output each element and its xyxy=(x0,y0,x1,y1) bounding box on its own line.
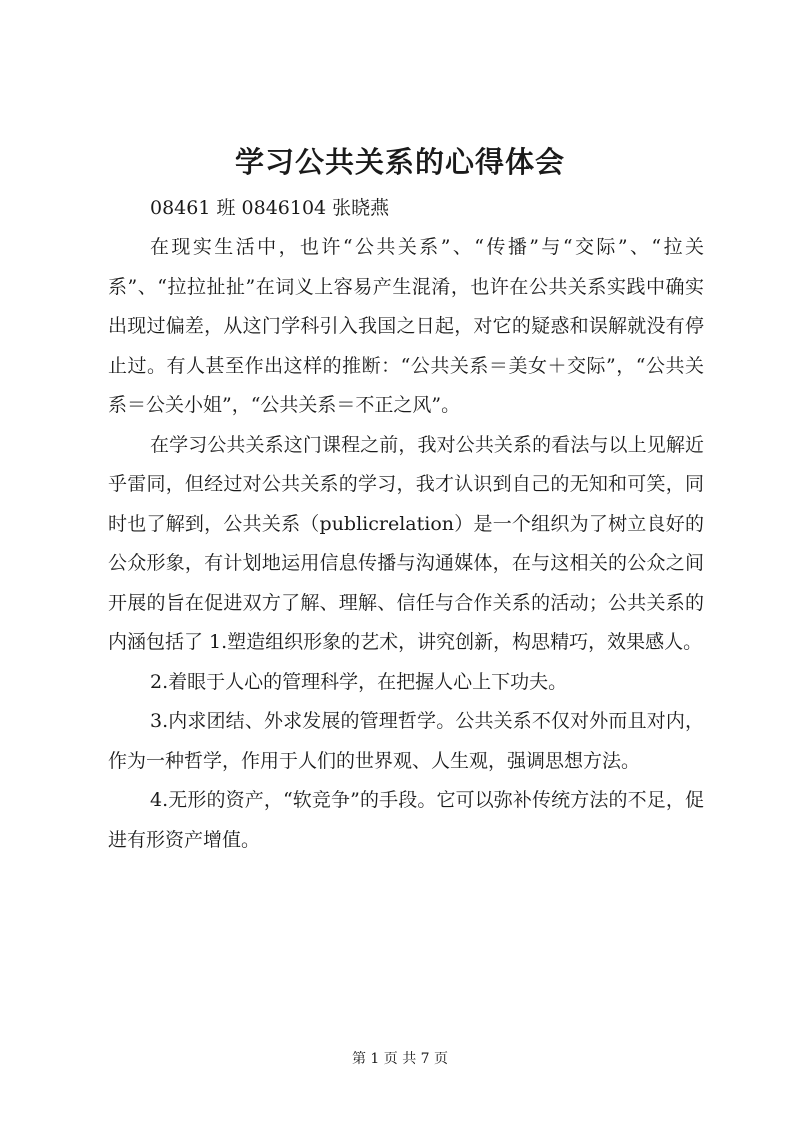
document-title: 学习公共关系的心得体会 xyxy=(234,145,565,179)
author-line: 08461 班 0846104 张晓燕 xyxy=(150,197,390,219)
paragraph-2: 在学习公共关系这门课程之前，我对公共关系的看法与以上见解近乎雷同，但经过对公共关系的学习，我才认识到自己的无知和可笑，同时也了解到，公共关系（publicrelation）是一个组织为了树立良好的公众形象，有计划地运用信息传播与沟通媒体，在与这相关的公众之间开展的旨在促进双方了解、理解、信任与合作关系的活动；公共关系的内涵包括了 1.塑造组织形象的艺术，讲究创新，构思精巧，效果感人。 xyxy=(108,433,704,653)
paragraph-1: 在现实生活中，也许“公共关系”、“传播”与“交际”、“拉关系”、“拉拉扯扯”在词义上容易产生混淆，也许在公共关系实践中确实出现过偏差，从这门学科引入我国之日起，对它的疑惑和误解就没有停止过。有人甚至作出这样的推断：“公共关系＝美女＋交际”，“公共关系＝公关小姐”，“公共关系＝不正之风”。 xyxy=(108,236,704,416)
paragraph-4: 3.内求团结、外求发展的管理哲学。公共关系不仅对外而且对内，作为一种哲学，作用于人们的世界观、人生观，强调思想方法。 xyxy=(108,710,704,772)
page-footer: 第 1 页 共 7 页 xyxy=(351,1051,449,1067)
document-body xyxy=(108,228,704,860)
paragraph-5: 4.无形的资产，“软竞争”的手段。它可以弥补传统方法的不足，促进有形资产增值。 xyxy=(108,789,704,851)
paragraph-3: 2.着眼于人心的管理科学，在把握人心上下功夫。 xyxy=(150,670,568,693)
